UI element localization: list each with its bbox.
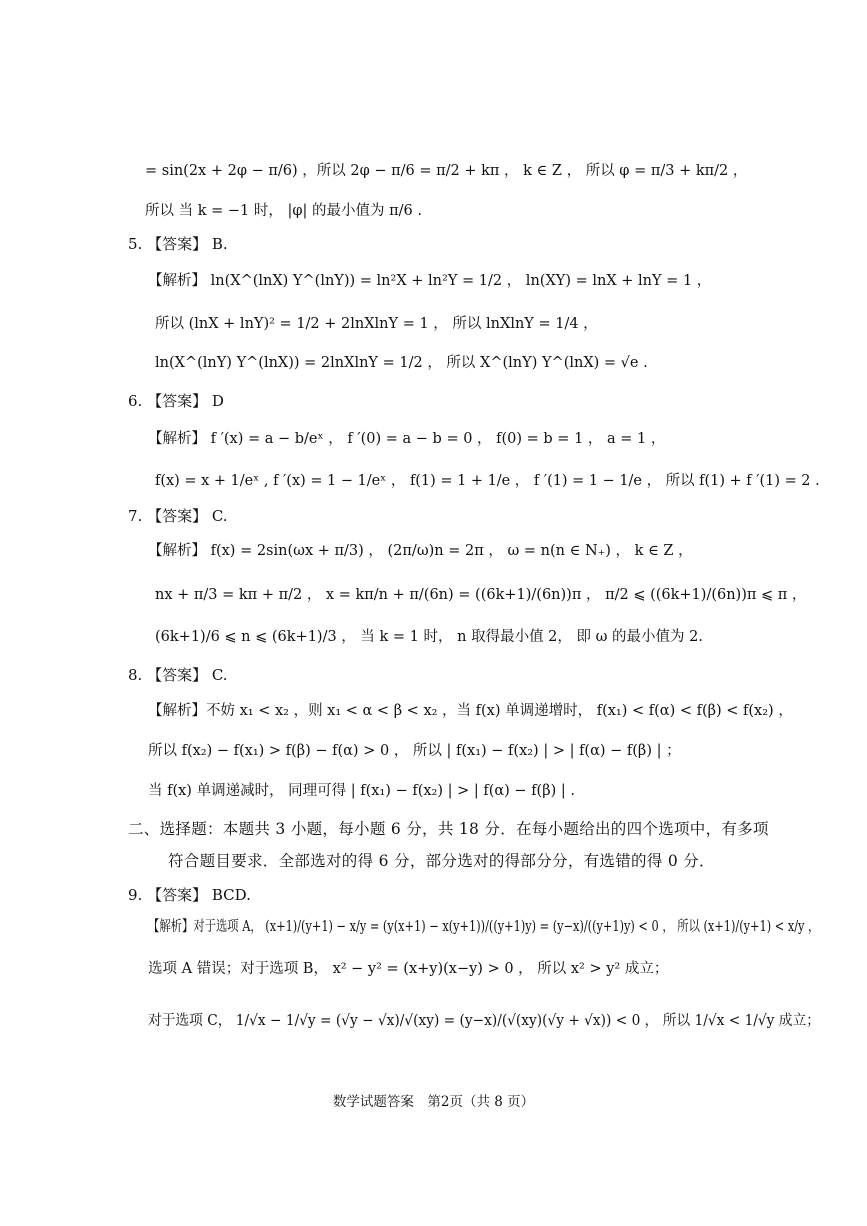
section-heading: 符合题目要求．全部选对的得 6 分，部分选对的得部分分，有选错的得 0 分． bbox=[168, 852, 715, 870]
answer-heading: 5. 【答案】 B. bbox=[128, 235, 228, 253]
answer-heading: 9. 【答案】 BCD. bbox=[128, 886, 251, 904]
section-heading: 二、选择题：本题共 3 小题，每小题 6 分，共 18 分．在每小题给出的四个选项中，有多项 bbox=[128, 820, 769, 838]
page-footer: 数学试题答案 第2页（共 8 页） bbox=[332, 1094, 535, 1110]
answer-heading: 6. 【答案】 D bbox=[128, 392, 224, 410]
solution-line: 【解析】对于选项 A， (x+1)/(y+1) − x/y = (y(x+1) − x(y+1))/((y+1)y) = (y−x)/((y+1)y) < 0 ， 所以 (x+1)/(y+1) < x/y ， bbox=[148, 919, 820, 935]
solution-line: 【解析】 f(x) = 2sin(ωx + π/3) ， (2π/ω)n = 2π ， ω = n(n ∈ N₊) ， k ∈ Z ， bbox=[148, 543, 693, 559]
answer-heading: 8. 【答案】 C. bbox=[128, 666, 228, 684]
solution-line: = sin(2x + 2φ − π/6) ，所以 2φ − π/6 = π/2 + kπ ， k ∈ Z ， 所以 φ = π/3 + kπ/2 ， bbox=[145, 163, 748, 179]
answer-heading: 7. 【答案】 C. bbox=[128, 507, 228, 525]
solution-line: 【解析】不妨 x₁ < x₂ ，则 x₁ < α < β < x₂ ，当 f(x) 单调递增时， f(x₁) < f(α) < f(β) < f(x₂) ， bbox=[148, 703, 793, 719]
solution-line: 【解析】 ln(X^(lnX) Y^(lnY)) = ln²X + ln²Y = 1/2 ， ln(XY) = lnX + lnY = 1 ， bbox=[148, 273, 712, 289]
solution-line: ln(X^(lnY) Y^(lnX)) = 2lnXlnY = 1/2 ， 所以 X^(lnY) Y^(lnX) = √e . bbox=[155, 355, 648, 371]
solution-line: f(x) = x + 1/eˣ , f ′(x) = 1 − 1/eˣ ， f(1) = 1 + 1/e ， f ′(1) = 1 − 1/e ， 所以 f(1) + f ′(1) = 2 . bbox=[155, 473, 820, 489]
solution-line: 【解析】 f ′(x) = a − b/eˣ ， f ′(0) = a − b = 0 ， f(0) = b = 1 ， a = 1 ， bbox=[148, 431, 666, 447]
solution-line: (6k+1)/6 ⩽ n ⩽ (6k+1)/3 ， 当 k = 1 时， n 取得最小值 2， 即 ω 的最小值为 2. bbox=[155, 629, 703, 645]
solution-line: nx + π/3 = kπ + π/2 ， x = kπ/n + π/(6n) = ((6k+1)/(6n))π ， π/2 ⩽ ((6k+1)/(6n))π ⩽ π ， bbox=[155, 587, 807, 603]
solution-line: 所以 f(x₂) − f(x₁) > f(β) − f(α) > 0 ， 所以 | f(x₁) − f(x₂) | > | f(α) − f(β) | ； bbox=[148, 743, 681, 759]
solution-line: 所以 当 k = −1 时， |φ| 的最小值为 π/6 . bbox=[145, 203, 422, 219]
solution-line: 选项 A 错误；对于选项 B， x² − y² = (x+y)(x−y) > 0 ， 所以 x² > y² 成立； bbox=[148, 961, 669, 977]
solution-line: 对于选项 C， 1/√x − 1/√y = (√y − √x)/√(xy) = (y−x)/(√(xy)(√y + √x)) < 0 ， 所以 1/√x < 1/√y 成立； bbox=[148, 1013, 820, 1029]
solution-line: 所以 (lnX + lnY)² = 1/2 + 2lnXlnY = 1 ， 所以 lnXlnY = 1/4 ， bbox=[155, 316, 598, 332]
solution-line: 当 f(x) 单调递减时， 同理可得 | f(x₁) − f(x₂) | > | f(α) − f(β) | . bbox=[148, 783, 575, 799]
